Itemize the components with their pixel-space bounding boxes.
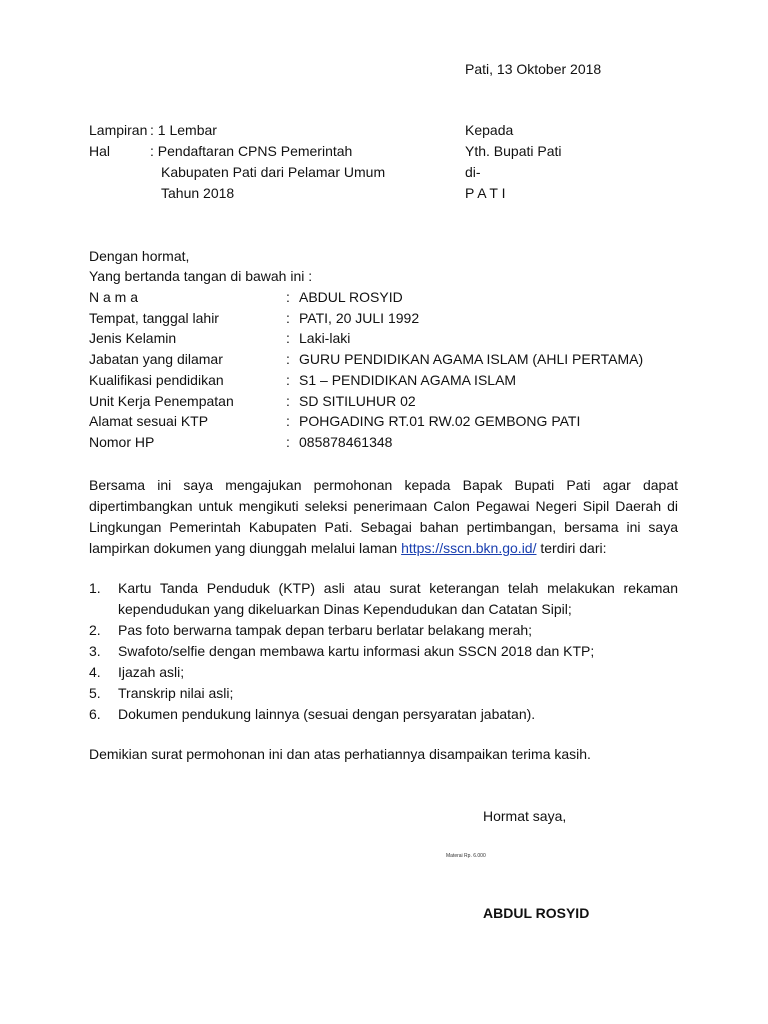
list-item-text: Kartu Tanda Penduduk (KTP) asli atau surat keterangan telah melakukan rekaman kependudukan yang dikeluarkan Dinas Kependudukan dan Catatan Sipil; <box>118 580 678 617</box>
list-item-text: Transkrip nilai asli; <box>118 685 234 701</box>
field-label-ttl: Tempat, tanggal lahir <box>89 310 219 326</box>
sscn-link[interactable]: https://sscn.bkn.go.id/ <box>401 540 537 556</box>
field-colon: : <box>286 372 290 388</box>
field-label-alamat: Alamat sesuai KTP <box>89 413 209 429</box>
recipient-line-4: P A T I <box>465 185 506 201</box>
body-text-after-link: terdiri dari: <box>536 540 607 556</box>
list-item-text: Dokumen pendukung lainnya (sesuai dengan persyaratan jabatan). <box>118 706 536 722</box>
list-item-text: Swafoto/selfie dengan membawa kartu informasi akun SSCN 2018 dan KTP; <box>118 643 595 659</box>
list-item <box>89 620 678 641</box>
body-text-before-link: Bersama ini saya mengajukan permohonan kepada Bapak Bupati Pati agar dapat dipertimbangkan untuk mengikuti seleksi penerimaan Calon Pegawai Negeri Sipil Daerah di Lingkungan Pemerintah Kabupaten Pati. Sebagai bahan pertimbangan, bersama ini saya lampirkan dokumen yang diunggah melalui laman <box>89 477 678 556</box>
field-label-jabatan: Jabatan yang dilamar <box>89 351 223 367</box>
hal-value-line-2: Kabupaten Pati dari Pelamar Umum <box>161 164 386 180</box>
signature-name: ABDUL ROSYID <box>483 905 590 921</box>
list-item-number: 1. <box>89 580 101 596</box>
list-item-text: Ijazah asli; <box>118 664 185 680</box>
field-colon: : <box>286 393 290 409</box>
greeting: Dengan hormat, <box>89 248 190 264</box>
hal-value-line-1: : Pendaftaran CPNS Pemerintah <box>150 143 353 159</box>
field-value-gender: Laki-laki <box>299 330 351 346</box>
recipient-line-2: Yth. Bupati Pati <box>465 143 562 159</box>
recipient-line-1: Kepada <box>465 122 514 138</box>
list-item-number: 4. <box>89 664 101 680</box>
field-label-unit-kerja: Unit Kerja Penempatan <box>89 393 234 409</box>
intro-line: Yang bertanda tangan di bawah ini : <box>89 268 313 284</box>
field-value-unit-kerja: SD SITILUHUR 02 <box>299 393 416 409</box>
field-value-nama: ABDUL ROSYID <box>299 289 403 305</box>
list-item-number: 2. <box>89 622 101 638</box>
list-item-number: 6. <box>89 706 101 722</box>
recipient-line-3: di- <box>465 164 481 180</box>
field-value-kualifikasi: S1 – PENDIDIKAN AGAMA ISLAM <box>299 372 517 388</box>
field-value-jabatan: GURU PENDIDIKAN AGAMA ISLAM (AHLI PERTAMA) <box>299 351 644 367</box>
field-colon: : <box>286 413 290 429</box>
field-label-kualifikasi: Kualifikasi pendidikan <box>89 372 224 388</box>
hal-value-line-3: Tahun 2018 <box>161 185 235 201</box>
materai-stamp-note: Materai Rp. 6.000 <box>446 853 486 859</box>
hal-label: Hal <box>89 143 111 159</box>
body-paragraph <box>89 475 678 559</box>
list-item <box>89 704 678 725</box>
list-item-number: 5. <box>89 685 101 701</box>
list-item <box>89 641 678 662</box>
field-label-nomor-hp: Nomor HP <box>89 434 155 450</box>
field-colon: : <box>286 289 290 305</box>
closing-sentence: Demikian surat permohonan ini dan atas perhatiannya disampaikan terima kasih. <box>89 746 591 762</box>
field-colon: : <box>286 434 290 450</box>
attachment-list <box>89 578 678 725</box>
list-item-text: Pas foto berwarna tampak depan terbaru berlatar belakang merah; <box>118 622 533 638</box>
list-item <box>89 578 678 620</box>
field-value-nomor-hp: 085878461348 <box>299 434 393 450</box>
lampiran-value: : 1 Lembar <box>150 122 217 138</box>
field-colon: : <box>286 351 290 367</box>
field-label-gender: Jenis Kelamin <box>89 330 177 346</box>
list-item <box>89 683 678 704</box>
list-item-number: 3. <box>89 643 101 659</box>
field-colon: : <box>286 330 290 346</box>
letter-date: Pati, 13 Oktober 2018 <box>465 61 602 77</box>
list-item <box>89 662 678 683</box>
field-colon: : <box>286 310 290 326</box>
field-label-nama: N a m a <box>89 289 139 305</box>
field-value-alamat: POHGADING RT.01 RW.02 GEMBONG PATI <box>299 413 581 429</box>
field-value-ttl: PATI, 20 JULI 1992 <box>299 310 420 326</box>
lampiran-label: Lampiran <box>89 122 148 138</box>
signoff: Hormat saya, <box>483 808 567 824</box>
